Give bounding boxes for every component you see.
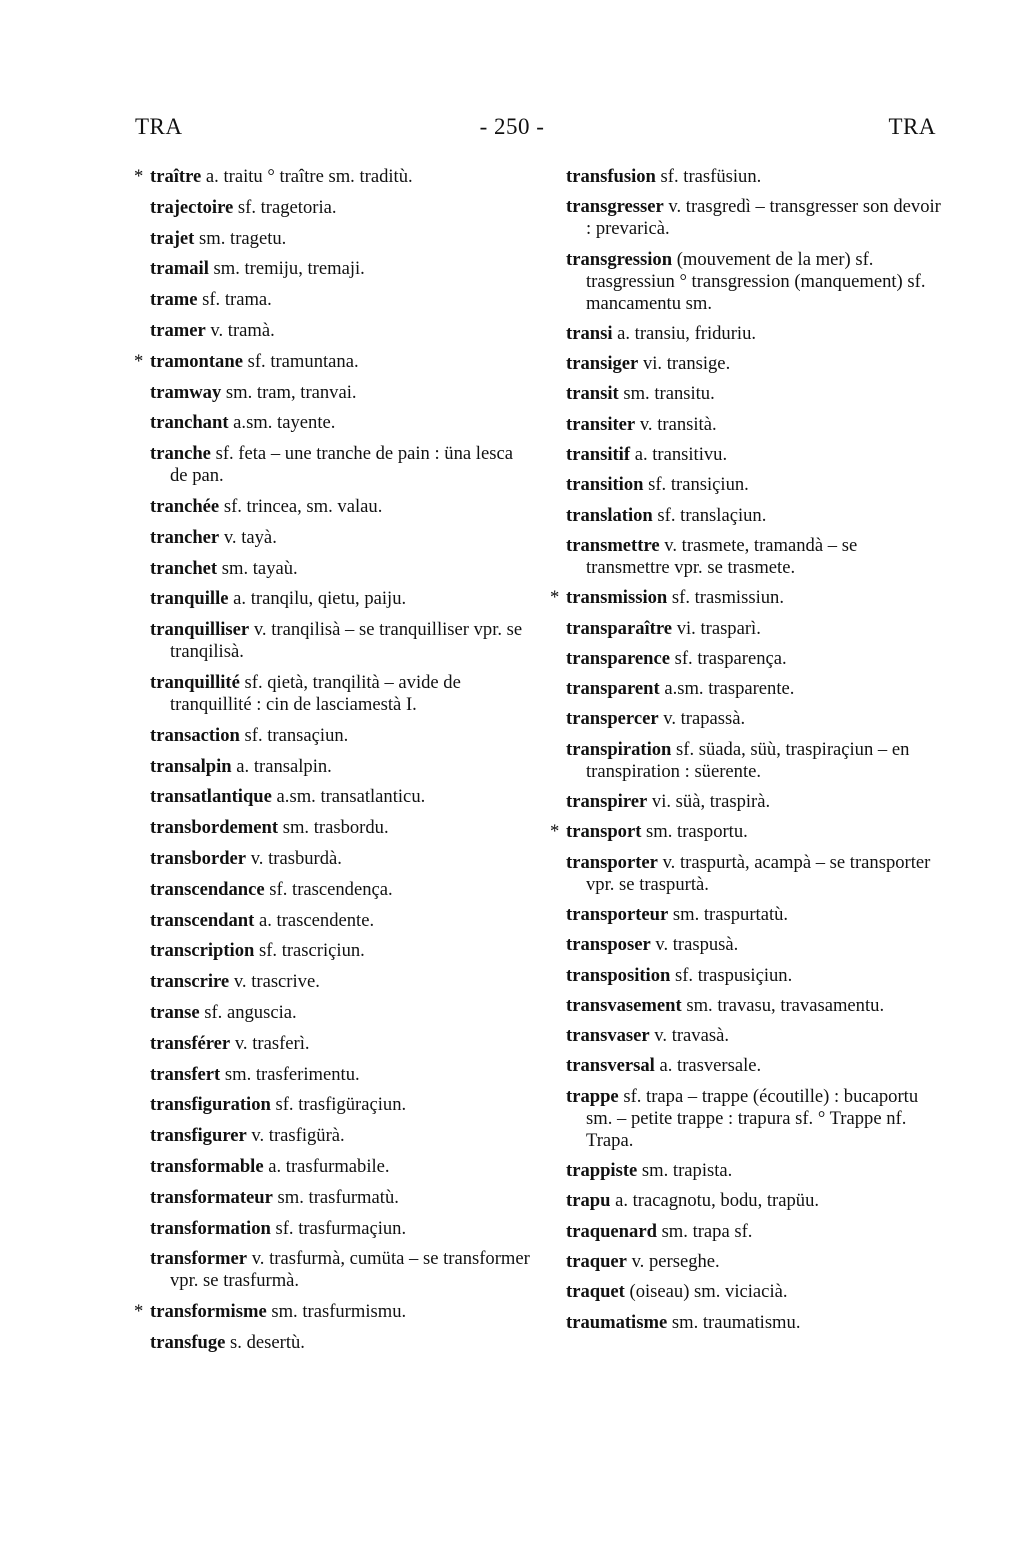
entry-text: transversal a. trasversale. bbox=[566, 1055, 762, 1077]
entry-text: tranchant a.sm. tayente. bbox=[150, 412, 336, 434]
entry-text: transcrire v. trascrive. bbox=[150, 971, 320, 993]
entry-text: transpercer v. trapassà. bbox=[566, 708, 746, 730]
entry-text: tranquillité sf. qietà, tranqilità – avide de tranquillité : cin de lasciamestà I. bbox=[150, 671, 461, 715]
headword: transit bbox=[566, 383, 619, 405]
dictionary-entry bbox=[150, 1248, 535, 1292]
entry-text: transiger vi. transige. bbox=[566, 353, 731, 375]
entry-text: transcendant a. trascendente. bbox=[150, 909, 375, 931]
entry-text: trajet sm. tragetu. bbox=[150, 227, 287, 249]
dictionary-entry bbox=[150, 786, 535, 808]
headword: transformation bbox=[150, 1217, 271, 1239]
headword: tranche bbox=[150, 443, 211, 465]
dictionary-entry bbox=[150, 412, 535, 434]
entry-text: tranquille a. tranqilu, qietu, paiju. bbox=[150, 588, 407, 610]
dictionary-entry bbox=[566, 965, 941, 987]
headword: transvaser bbox=[566, 1025, 650, 1047]
asterisk-marker: * bbox=[550, 821, 560, 843]
dictionary-entry bbox=[150, 1002, 535, 1024]
headword: translation bbox=[566, 504, 653, 526]
running-head-right: TRA bbox=[888, 114, 936, 139]
headword: transgression bbox=[566, 248, 673, 270]
dictionary-entry bbox=[566, 1190, 941, 1212]
dictionary-entry bbox=[150, 258, 535, 280]
headword: transfigurer bbox=[150, 1125, 247, 1147]
dictionary-entry bbox=[566, 904, 941, 926]
entry-text: transférer v. trasferì. bbox=[150, 1032, 310, 1054]
entry-text: tranchée sf. trincea, sm. valau. bbox=[150, 495, 383, 517]
entry-text: transpirer vi. süà, traspirà. bbox=[566, 791, 771, 813]
headword: tramer bbox=[150, 319, 206, 341]
entry-text: traquenard sm. trapa sf. bbox=[566, 1220, 753, 1242]
headword: transiger bbox=[566, 353, 639, 375]
asterisk-marker: * bbox=[134, 1301, 144, 1323]
asterisk-marker: * bbox=[134, 166, 144, 187]
entry-text: transiter v. transità. bbox=[566, 413, 717, 435]
dictionary-entry bbox=[150, 289, 535, 311]
headword: transpiration bbox=[566, 738, 672, 760]
headword: traître bbox=[150, 166, 202, 187]
dictionary-entry bbox=[134, 166, 535, 188]
dictionary-entry bbox=[150, 228, 535, 250]
headword: transpirer bbox=[566, 791, 648, 813]
entry-text: transfigurer v. trasfigürà. bbox=[150, 1125, 345, 1147]
headword: transborder bbox=[150, 847, 247, 869]
entry-text: tramail sm. tremiju, tremaji. bbox=[150, 258, 365, 280]
headword: transparence bbox=[566, 647, 670, 669]
entry-text: transformer v. trasfurmà, cumüta – se transformer vpr. se trasfurmà. bbox=[150, 1248, 530, 1292]
headword: transformer bbox=[150, 1248, 248, 1270]
entry-text: transport sm. trasportu. bbox=[566, 821, 748, 843]
headword: transgresser bbox=[566, 196, 664, 218]
headword: traquet bbox=[566, 1281, 625, 1303]
asterisk-marker: * bbox=[134, 350, 144, 372]
dictionary-entry bbox=[134, 1301, 535, 1323]
asterisk-marker: * bbox=[550, 587, 560, 609]
dictionary-entry bbox=[150, 848, 535, 870]
dictionary-entry bbox=[150, 443, 535, 487]
headword: tramail bbox=[150, 258, 209, 280]
headword: transformateur bbox=[150, 1186, 273, 1208]
headword: transformable bbox=[150, 1155, 264, 1177]
dictionary-entry bbox=[150, 1064, 535, 1086]
headword: tranquillité bbox=[150, 671, 240, 693]
dictionary-entry bbox=[150, 382, 535, 404]
dictionary-entry bbox=[566, 249, 941, 315]
entry-text: transvasement sm. travasu, travasamentu. bbox=[566, 994, 885, 1016]
entry-text: trapu a. tracagnotu, bodu, trapüu. bbox=[566, 1190, 820, 1212]
headword: trajectoire bbox=[150, 196, 234, 218]
headword: transporter bbox=[566, 851, 658, 873]
left-column bbox=[134, 166, 535, 1363]
dictionary-entry bbox=[150, 1156, 535, 1178]
dictionary-entry bbox=[566, 934, 941, 956]
dictionary-entry bbox=[566, 1025, 941, 1047]
entry-text: transcendance sf. trascendença. bbox=[150, 878, 393, 900]
entry-text: trajectoire sf. tragetoria. bbox=[150, 196, 337, 218]
headword: traquenard bbox=[566, 1220, 657, 1242]
dictionary-entry bbox=[566, 678, 941, 700]
dictionary-entry bbox=[150, 527, 535, 549]
headword: transmission bbox=[566, 587, 668, 609]
entry-text: transpiration sf. süada, süù, traspiraçiun – en transpiration : süerente. bbox=[566, 738, 910, 782]
entry-text: transparent a.sm. trasparente. bbox=[566, 678, 795, 700]
dictionary-entry bbox=[134, 350, 535, 373]
entry-text: transi a. transiu, friduriu. bbox=[566, 322, 757, 344]
entry-text: tranche sf. feta – une tranche de pain : üna lesca de pan. bbox=[150, 443, 513, 487]
headword: tranquilliser bbox=[150, 619, 250, 641]
dictionary-entry bbox=[566, 535, 941, 579]
headword: transfiguration bbox=[150, 1094, 271, 1116]
dictionary-entry bbox=[150, 971, 535, 993]
dictionary-entry bbox=[566, 1281, 941, 1303]
headword: transversal bbox=[566, 1055, 655, 1077]
entry-text: transbordement sm. trasbordu. bbox=[150, 817, 389, 839]
dictionary-entry bbox=[150, 588, 535, 610]
entry-text: transposition sf. traspusiçiun. bbox=[566, 964, 793, 986]
headword: transposer bbox=[566, 934, 651, 956]
dictionary-entry bbox=[566, 618, 941, 640]
entry-text: transalpin a. transalpin. bbox=[150, 755, 332, 777]
headword: transfert bbox=[150, 1063, 221, 1085]
headword: transalpin bbox=[150, 755, 232, 777]
entry-text: tramer v. tramà. bbox=[150, 319, 275, 341]
dictionary-entry bbox=[566, 383, 941, 405]
dictionary-entry bbox=[150, 496, 535, 518]
entry-text: transformable a. trasfurmabile. bbox=[150, 1155, 390, 1177]
headword: transiter bbox=[566, 413, 636, 435]
entry-text: transmission sf. trasmissiun. bbox=[566, 587, 784, 609]
dictionary-entry bbox=[566, 323, 941, 345]
dictionary-entry bbox=[566, 1055, 941, 1077]
entry-text: transfusion sf. trasfüsiun. bbox=[566, 166, 762, 187]
dictionary-entry bbox=[566, 1086, 941, 1152]
dictionary-entry bbox=[150, 558, 535, 580]
dictionary-entry bbox=[566, 1160, 941, 1182]
headword: tranchant bbox=[150, 412, 229, 434]
dictionary-entry bbox=[150, 619, 535, 663]
running-head-left: TRA bbox=[135, 114, 183, 139]
entry-text: tramontane sf. tramuntana. bbox=[150, 350, 359, 372]
headword: transcendance bbox=[150, 878, 265, 900]
headword: transférer bbox=[150, 1032, 231, 1054]
headword: transitif bbox=[566, 444, 631, 466]
dictionary-entry bbox=[150, 725, 535, 747]
headword: transporteur bbox=[566, 903, 669, 925]
dictionary-entry bbox=[150, 879, 535, 901]
headword: tramontane bbox=[150, 350, 243, 372]
dictionary-entry bbox=[566, 995, 941, 1017]
dictionary-entry bbox=[566, 196, 941, 240]
entry-text: tranchet sm. tayaù. bbox=[150, 557, 298, 579]
headword: transition bbox=[566, 474, 644, 496]
headword: transatlantique bbox=[150, 786, 272, 808]
dictionary-entry bbox=[150, 1187, 535, 1209]
entry-text: transition sf. transiçiun. bbox=[566, 474, 749, 496]
headword: tranchet bbox=[150, 557, 218, 579]
entry-text: transgression (mouvement de la mer) sf. trasgressiun ° transgression (manquement) sf. mancamentu sm. bbox=[566, 248, 926, 314]
entry-text: transit sm. transitu. bbox=[566, 383, 715, 405]
dictionary-entry bbox=[566, 1251, 941, 1273]
headword: transcrire bbox=[150, 971, 230, 993]
entry-text: trame sf. trama. bbox=[150, 289, 272, 311]
entry-text: translation sf. translaçiun. bbox=[566, 504, 767, 526]
entry-text: transparaître vi. trasparì. bbox=[566, 617, 761, 639]
dictionary-entry bbox=[150, 197, 535, 219]
page-number: - 250 - bbox=[479, 114, 545, 139]
dictionary-entry bbox=[566, 474, 941, 496]
entry-text: transporteur sm. traspurtatù. bbox=[566, 903, 789, 925]
headword: trajet bbox=[150, 227, 195, 249]
entry-text: transfert sm. trasferimentu. bbox=[150, 1063, 360, 1085]
dictionary-entry bbox=[566, 1221, 941, 1243]
headword: transpercer bbox=[566, 708, 659, 730]
dictionary-entry bbox=[550, 587, 941, 609]
entry-text: transgresser v. trasgredì – transgresser son devoir : prevaricà. bbox=[566, 196, 941, 240]
dictionary-entry bbox=[566, 505, 941, 527]
headword: tranquille bbox=[150, 588, 229, 610]
entry-text: traître a. traitu ° traître sm. traditù. bbox=[150, 166, 413, 187]
entry-text: transcription sf. trascriçiun. bbox=[150, 940, 365, 962]
entry-text: trancher v. tayà. bbox=[150, 526, 277, 548]
dictionary-entry bbox=[566, 648, 941, 670]
dictionary-entry bbox=[150, 1094, 535, 1116]
entry-text: transposer v. traspusà. bbox=[566, 934, 739, 956]
dictionary-entry bbox=[566, 739, 941, 783]
entry-text: traquet (oiseau) sm. viciacià. bbox=[566, 1281, 788, 1303]
headword: transmettre bbox=[566, 534, 660, 556]
headword: traquer bbox=[566, 1250, 627, 1272]
headword: transaction bbox=[150, 724, 240, 746]
entry-text: transfiguration sf. trasfigüraçiun. bbox=[150, 1094, 407, 1116]
dictionary-entry bbox=[566, 791, 941, 813]
entry-text: transmettre v. trasmete, tramandà – se transmettre vpr. se trasmete. bbox=[566, 534, 858, 578]
dictionary-entry bbox=[150, 756, 535, 778]
dictionary-entry bbox=[566, 1312, 941, 1334]
headword: transposition bbox=[566, 964, 671, 986]
headword: tranchée bbox=[150, 495, 220, 517]
headword: trappiste bbox=[566, 1160, 638, 1182]
entry-text: transvaser v. travasà. bbox=[566, 1025, 729, 1047]
entry-text: transparence sf. trasparença. bbox=[566, 647, 787, 669]
dictionary-entry bbox=[150, 320, 535, 342]
dictionary-entry bbox=[150, 1332, 535, 1354]
headword: tramway bbox=[150, 381, 222, 403]
dictionary-entry bbox=[150, 1033, 535, 1055]
headword: trappe bbox=[566, 1085, 619, 1107]
entry-text: traumatisme sm. traumatismu. bbox=[566, 1311, 801, 1333]
entry-text: transfuge s. desertù. bbox=[150, 1331, 305, 1353]
headword: trapu bbox=[566, 1190, 611, 1212]
entry-text: transatlantique a.sm. transatlanticu. bbox=[150, 786, 426, 808]
dictionary-entry bbox=[150, 1125, 535, 1147]
entry-text: traquer v. perseghe. bbox=[566, 1250, 720, 1272]
headword: transfusion bbox=[566, 166, 656, 187]
dictionary-entry bbox=[566, 444, 941, 466]
entry-text: transe sf. anguscia. bbox=[150, 1001, 297, 1023]
entry-text: trappe sf. trapa – trappe (écoutille) : bucaportu sm. – petite trappe : trapura sf. ° Trappe nf. Trapa. bbox=[566, 1085, 919, 1151]
headword: trame bbox=[150, 289, 198, 311]
dictionary-entry bbox=[566, 353, 941, 375]
dictionary-entry bbox=[566, 414, 941, 436]
dictionary-entry bbox=[150, 910, 535, 932]
dictionary-entry bbox=[150, 672, 535, 716]
entry-text: transformisme sm. trasfurmismu. bbox=[150, 1301, 407, 1323]
headword: transfuge bbox=[150, 1331, 226, 1353]
headword: transparaître bbox=[566, 617, 673, 639]
headword: transbordement bbox=[150, 817, 279, 839]
headword: transi bbox=[566, 322, 613, 344]
headword: transcendant bbox=[150, 909, 255, 931]
headword: transformisme bbox=[150, 1301, 267, 1323]
dictionary-entry bbox=[550, 821, 941, 843]
entry-text: transformation sf. trasfurmaçiun. bbox=[150, 1217, 407, 1239]
entry-text: transporter v. traspurtà, acampà – se transporter vpr. se traspurtà. bbox=[566, 851, 931, 895]
right-column bbox=[550, 166, 941, 1342]
entry-text: trappiste sm. trapista. bbox=[566, 1160, 733, 1182]
headword: traumatisme bbox=[566, 1311, 668, 1333]
entry-text: transborder v. trasburdà. bbox=[150, 847, 342, 869]
entry-text: transaction sf. transaçiun. bbox=[150, 724, 349, 746]
dictionary-entry bbox=[566, 708, 941, 730]
entry-text: transitif a. transitivu. bbox=[566, 444, 728, 466]
dictionary-entry bbox=[150, 940, 535, 962]
dictionary-entry bbox=[150, 817, 535, 839]
dictionary-entry bbox=[566, 166, 941, 188]
headword: transport bbox=[566, 821, 642, 843]
dictionary-entry bbox=[150, 1218, 535, 1240]
entry-text: tranquilliser v. tranqilisà – se tranquilliser vpr. se tranqilisà. bbox=[150, 619, 523, 663]
headword: trancher bbox=[150, 526, 220, 548]
headword: transvasement bbox=[566, 994, 682, 1016]
headword: transcription bbox=[150, 940, 255, 962]
entry-text: transformateur sm. trasfurmatù. bbox=[150, 1186, 399, 1208]
headword: transe bbox=[150, 1001, 200, 1023]
headword: transparent bbox=[566, 678, 660, 700]
entry-text: tramway sm. tram, tranvai. bbox=[150, 381, 357, 403]
dictionary-entry bbox=[566, 852, 941, 896]
